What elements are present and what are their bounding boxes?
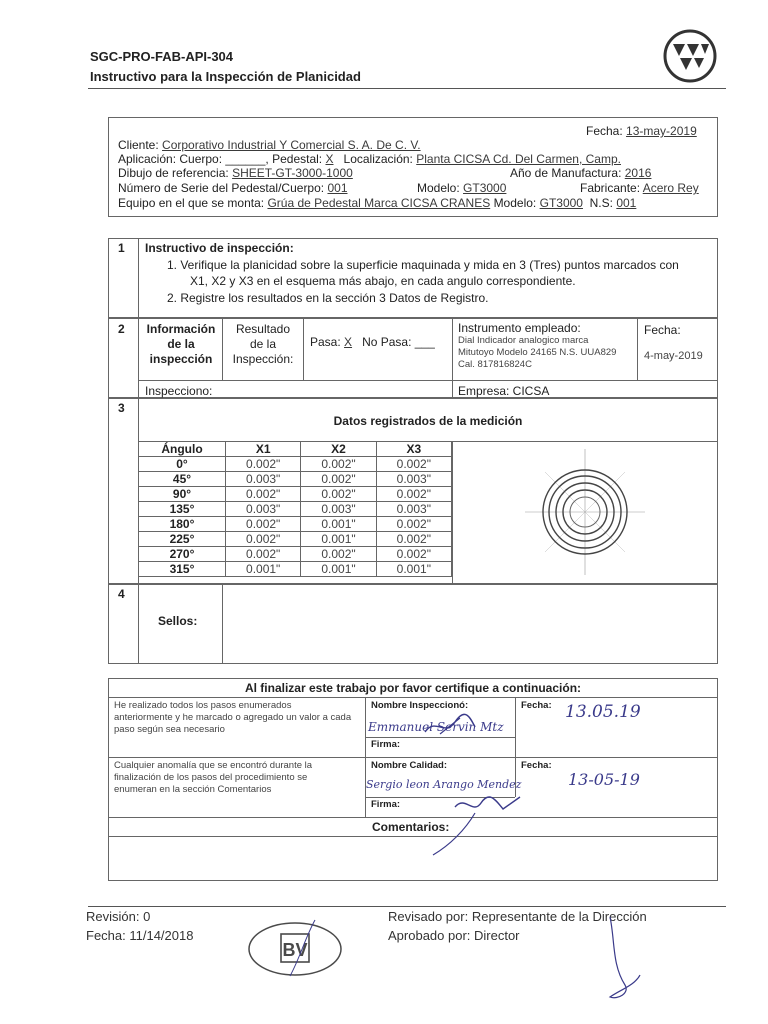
sellos-label: Sellos: [158,614,198,628]
section-3-title: Datos registrados de la medición [333,414,523,428]
revisado-por: Revisado por: Representante de la Dirección [388,909,647,924]
row-x1: 0.002" [226,487,301,502]
table-row [139,457,452,472]
header-rule [88,88,726,89]
localizacion-value: Planta CICSA Cd. Del Carmen, Camp. [416,152,621,166]
col-x2: X2 [301,442,376,457]
section-3-number: 3 [118,401,125,415]
section-4-box [108,584,718,664]
row-x2: 0.002" [301,487,376,502]
dibujo-row: Dibujo de referencia: SHEET-GT-3000-1000 [118,166,353,180]
col-x1: X1 [226,442,301,457]
fecha-1-value: 13.05.19 [565,702,641,722]
row-x3: 0.002" [376,457,451,472]
row-x2: 0.003" [301,502,376,517]
section-1-step2: 2. Registre los resultados en la sección 3 Datos de Registro. [167,291,489,305]
ano-value: 2016 [624,166,652,180]
serie-value: 001 [327,181,348,195]
certification-text-1: He realizado todos los pasos enumerados anteriormente y he marcado o agregado un valor a cada paso según sea necesario [114,700,352,735]
serie-row: Número de Serie del Pedestal/Cuerpo: 001 [118,181,348,195]
row-x2: 0.001" [301,517,376,532]
row-x1: 0.001" [226,562,301,577]
table-row [139,532,452,547]
comentarios-label: Comentarios: [372,820,450,834]
row-x2: 0.001" [301,562,376,577]
col-angulo: Ángulo [139,442,226,457]
section-2-number: 2 [118,322,125,336]
nombre-inspecciono-label: Nombre Inspeccionó: [371,700,469,711]
row-x1: 0.002" [226,457,301,472]
row-angle: 135° [139,502,226,517]
firma-1-label: Firma: [371,739,401,750]
cliente-row: Cliente: Corporativo Industrial Y Comercial S. A. De C. V. [118,138,421,152]
empresa-label: Empresa: CICSA [458,384,550,398]
table-row [139,487,452,502]
row-x3: 0.003" [376,502,451,517]
fecha-row: Fecha: 13-may-2019 [586,124,697,138]
instrumento-label: Instrumento empleado: [458,321,581,335]
table-row [139,472,452,487]
section-1-step1: 1. Verifique la planicidad sobre la superficie maquinada y mida en 3 (Tres) puntos marcados con [167,258,679,272]
row-angle: 45° [139,472,226,487]
row-x3: 0.001" [376,562,451,577]
row-x2: 0.002" [301,472,376,487]
equipo-value: Grúa de Pedestal Marca CICSA CRANES [267,196,491,210]
row-x1: 0.002" [226,547,301,562]
instrumento-fecha-label: Fecha: [644,323,681,337]
measurement-table [138,441,452,577]
fecha-value: 13-may-2019 [626,124,697,138]
certification-text-2: Cualquier anomalía que se encontró durante la finalización de los pasos del procedimiento se enumeran en la sección Comentarios [114,760,313,795]
table-row [139,562,452,577]
row-x1: 0.003" [226,502,301,517]
equipo-row: Equipo en el que se monta: Grúa de Pedestal Marca CICSA CRANES Modelo: GT3000 N.S: 001 [118,196,637,210]
director-signature-icon [590,915,650,1010]
stamp-text: BV [282,940,308,960]
pedestal-value: X [325,152,334,166]
row-x2: 0.002" [301,457,376,472]
row-angle: 315° [139,562,226,577]
row-angle: 90° [139,487,226,502]
inspecciono-label: Inspecciono: [145,384,213,398]
row-x3: 0.002" [376,547,451,562]
row-x3: 0.002" [376,517,451,532]
section-1-title: Instructivo de inspección: [145,241,294,255]
fabricante-row: Fabricante: Acero Rey [580,181,699,195]
modelo-row: Modelo: GT3000 [417,181,507,195]
revision-label: Revisión: 0 [86,909,151,924]
fecha-2-value: 13-05-19 [568,770,640,789]
ns-value: 001 [616,196,637,210]
row-angle: 225° [139,532,226,547]
row-x3: 0.002" [376,532,451,547]
ano-row: Año de Manufactura: 2016 [510,166,652,180]
fabricante-value: Acero Rey [642,181,699,195]
instrumento-fecha-value: 4-may-2019 [644,350,703,362]
modelo-value: GT3000 [463,181,507,195]
pasa-value: X [344,335,353,349]
row-x3: 0.002" [376,487,451,502]
document-title: Instructivo para la Inspección de Planicidad [90,69,361,84]
section-4-number: 4 [118,587,125,601]
row-x2: 0.001" [301,532,376,547]
table-row [139,502,452,517]
dibujo-value: SHEET-GT-3000-1000 [232,166,353,180]
nombre-calidad-value: Sergio leon Arango Mendez [366,778,522,791]
nombre-calidad-label: Nombre Calidad: [371,760,448,771]
fecha-1-label: Fecha: [521,700,552,711]
signature-1-icon [420,712,480,740]
pasa-row: Pasa: X No Pasa: ___ [310,335,435,349]
section-1-number: 1 [118,241,125,255]
col-x3: X3 [376,442,451,457]
footer-rule [88,906,726,907]
aplicacion-row: Aplicación: Cuerpo: ______, Pedestal: X Localización: Planta CICSA Cd. Del Carmen, Camp. [118,152,621,166]
row-x2: 0.002" [301,547,376,562]
aprobado-por: Aprobado por: Director [388,928,520,943]
cliente-value: Corporativo Industrial Y Comercial S. A. De C. V. [162,138,421,152]
company-logo-icon [662,28,718,84]
row-x1: 0.002" [226,517,301,532]
nombre-inspecciono-value: Emmanuel Servin Mtz [368,720,504,734]
resultado-label: Resultado de la Inspección: [232,322,294,366]
modelo2-value: GT3000 [539,196,583,210]
instrumento-value: Dial Indicador analogico marca Mitutoyo Modelo 24165 N.S. UUA829 Cal. 817816824C [458,335,617,370]
table-row [139,517,452,532]
firma-2-label: Firma: [371,799,401,810]
footer-fecha: Fecha: 11/14/2018 [86,928,194,943]
row-x1: 0.002" [226,532,301,547]
row-angle: 270° [139,547,226,562]
row-x1: 0.003" [226,472,301,487]
row-x3: 0.003" [376,472,451,487]
certification-title: Al finalizar este trabajo por favor certifique a continuación: [244,681,582,695]
document-code: SGC-PRO-FAB-API-304 [90,49,234,64]
bv-stamp-icon [245,918,345,978]
row-angle: 180° [139,517,226,532]
table-row [139,547,452,562]
section-1-step1b: X1, X2 y X3 en el esquema más abajo, en cada angulo correspondiente. [190,274,576,288]
info-inspeccion-label: Información de la inspección [146,322,216,366]
row-angle: 0° [139,457,226,472]
nopasa-label: No Pasa: ___ [362,335,435,349]
fecha-2-label: Fecha: [521,760,552,771]
flange-schematic-diagram [500,447,670,577]
